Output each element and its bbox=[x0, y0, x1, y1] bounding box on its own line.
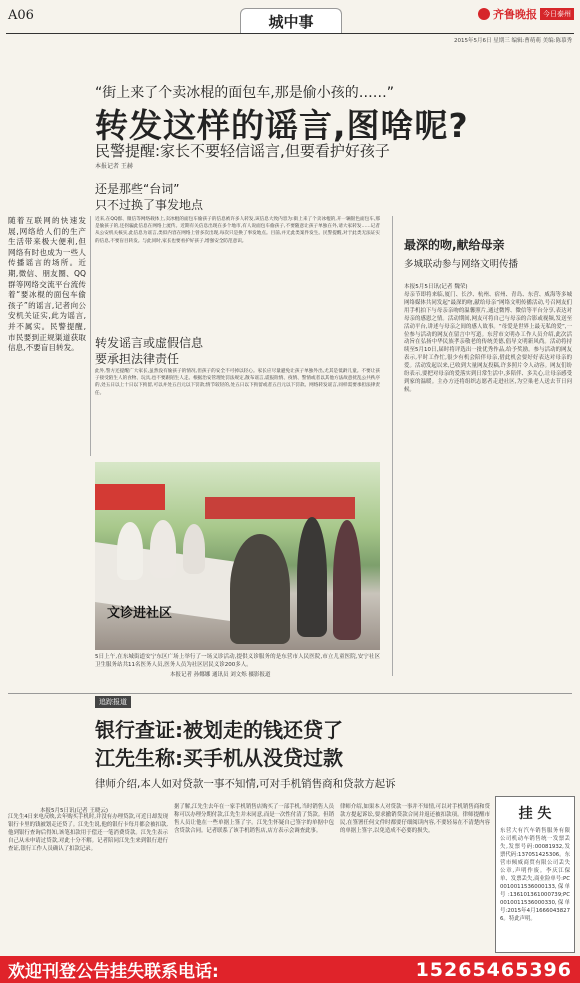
side-intro: 随着互联网的快速发展,网络给人们的生产生活带来极大便利,但网络有时也成为一些人传播谣言的场所。近期,微信、朋友圈、QQ群等网络交流平台流传着“要冰棍的面包车偷孩子”的谣言,记者向公安机关证实,此为谣言,并不属实。民警提醒,市民要到正规渠道获取信息,不要盲目转发。 bbox=[8, 216, 86, 353]
footer-slogan: 欢迎刊登公告挂失联系电话: bbox=[8, 962, 219, 982]
page-number: A06 bbox=[8, 8, 34, 23]
photo-person bbox=[117, 522, 143, 580]
subsection-title-1a: 还是那些“台词” bbox=[95, 182, 180, 196]
right-column-rule bbox=[392, 216, 393, 676]
article1-body-a: 近来,在QQ群、微信等网络载体上,卖冰棍的面包车偷孩子的信息被许多人转发,该信息大致内容为:街上来了个卖冰棍的,开一辆银色面包车,那是偷孩子的,还拐骗此信息在网络上流传。近期有关信息出现在多个地市,有人说面包车偷孩子,不要随意让孩子单独在外,请大家转发……记者从公安机关核实,此信息为谣言,类似内容在网络上曾多次出现,每次只是换了事发地点。目前,并无此类案件发生。民警提醒,对于此类无法证实的信息,不要盲目转发。与此同时,家长也要看护好孩子,增强安全防范意识。 bbox=[95, 217, 380, 244]
photo-person bbox=[333, 520, 361, 640]
column-rule bbox=[90, 216, 91, 456]
section-label: 城中事 bbox=[268, 13, 314, 31]
lost-notice-text: 东营大有汽车销售服务有限公司机动车销售统一发票丢失,发票号码:00081932,发票代码:137051425306。东营市倾威商贸有限公司丢失公章,声明作废。李庆江保单、发票丢失,商业险单号:PC0010011536000133,保单号:136101361000739;PC0010011536000330,保单号:2015年4月16660438276。特此声明。 bbox=[500, 828, 570, 922]
article3-headline-1: 银行查证:被划走的钱还贷了 bbox=[95, 718, 343, 742]
header-rule bbox=[6, 33, 574, 34]
article3-byline: 本报5月5日讯(记者 王晓云) bbox=[40, 808, 109, 814]
main-headline: 转发这样的谣言,图啥呢? bbox=[95, 106, 469, 145]
article3-body-col1: 江先生4日来电反映,去年购买手机时,并没有办理贷款,可近日却发现银行卡里的钱被划走还贷了。江先生说,他的银行卡每月都会被扣款,他到银行查询后得知,该笔扣款用于偿还一笔消费贷款。江先生表示自己从未申请过贷款,对此十分不解。记者陪同江先生来到银行进行查证,银行工作人员确认了扣款记录。 bbox=[8, 814, 168, 852]
article1-body-b: 此外,警方还提醒广大家长,虽然没有偷孩子的情况,但孩子的安全不可掉以轻心。家长应尽量避免让孩子单独外出,尤其是低龄儿童。不要让孩子接受陌生人的食物、玩具,也不要跟陌生人走。根据治安管理处罚法规定,散布谣言,谎报险情、疫情、警情或者以其他方法故意扰乱公共秩序的,处五日以上十日以下拘留,可以并处五百元以下罚款;情节较轻的,处五日以下拘留或者五百元以下罚款。网络转发谣言,同样需要承担法律责任。 bbox=[95, 369, 380, 396]
brand-tag: 今日泰州 bbox=[540, 8, 574, 20]
photo-community-clinic bbox=[95, 462, 380, 650]
article2-subhead: 多城联动参与网络文明传播 bbox=[404, 259, 519, 270]
lost-notice-box bbox=[495, 796, 575, 953]
article2-body: 母亲节即将来临,厦门、长沙、杭州、宿州、青岛、东营、威海等多城网络媒体共同发起“最深的吻,献给母亲”网络文明传播活动,号召网友们用手机拍下与母亲亲吻的温馨照片,通过微博、微信等平台分享,表达对母亲的感恩之情。活动期间,网友可将自己与母亲的合影或视频,发送至活动平台,讲述与母亲之间的感人故事。“母爱是世界上最无私的爱”,一位参与活动的网友在留言中写道。东营市文明办工作人员介绍,此次活动旨在弘扬中华民族孝亲敬老的传统美德,倡导文明新风尚。活动将持续至5月10日,届时将评选出一批优秀作品,给予奖励。参与活动的网友表示,平时工作忙,很少有机会陪伴母亲,借此机会要好好表达对母亲的爱。活动发起以来,已收到大量网友投稿,许多照片令人动容。网友们纷纷表示,要把对母亲的爱落实到日常生活中,多陪伴、多关心,让母亲感受到家的温暖。主办方还将组织志愿者走进社区,为空巢老人送去节日问候。 bbox=[404, 292, 572, 393]
subsection-title-2b: 要承担法律责任 bbox=[95, 352, 180, 366]
byline: 本报记者 王赫 bbox=[95, 163, 133, 170]
article3-subhead: 律师介绍,本人如对贷款一事不知情,可对手机销售商和贷款方起诉 bbox=[95, 778, 396, 790]
photo-person bbox=[230, 534, 290, 644]
article2-byline: 本报5月5日讯(记者 魏荣) bbox=[404, 284, 468, 290]
article2-headline: 最深的吻,献给母亲 bbox=[404, 238, 505, 252]
newspaper-brand bbox=[478, 6, 574, 22]
subsection-title-2a: 转发谣言或虚假信息 bbox=[95, 336, 204, 350]
section-divider bbox=[8, 693, 572, 694]
article3-body-col3: 律师介绍,如果本人对贷款一事并不知情,可以对手机销售商和贷款方提起诉讼,要求撤销贷款合同并返还被扣款项。律师提醒市民,在签署任何文件时都要仔细阅读内容,不要轻易在不清楚内容的单据上签字,以免造成不必要的损失。 bbox=[340, 804, 490, 834]
newspaper-logo-icon bbox=[478, 8, 490, 20]
subsection-title-1b: 只不过换了事发地点 bbox=[95, 198, 204, 212]
kicker: “街上来了个卖冰棍的面包车,那是偷小孩的……” bbox=[95, 85, 394, 101]
photo-banner bbox=[95, 484, 165, 510]
photo-caption: 5日上午,在东城街道安宁东区广场上举行了一场义诊活动,提供义诊服务的是东营市人民医院,市立儿童医院,安宁社区卫生服务站共11名医务人员,医务人员为社区居民义诊200多人。 bbox=[95, 654, 380, 668]
photo-person bbox=[150, 520, 176, 578]
footer-ad-bar bbox=[0, 956, 580, 983]
photo-person bbox=[297, 517, 327, 637]
issue-meta: 2015年5月6日 星期三 编辑:曹萌萌 美编:陈慕秀 bbox=[454, 38, 572, 44]
footer-phone: 15265465396 bbox=[415, 958, 572, 981]
article3-tag: 追踪报道 bbox=[95, 696, 131, 708]
article3-body-col2: 据了解,江先生去年在一家手机销售店购买了一部手机,当时销售人员称可以办理分期付款,江先生并未同意,而是一次性付清了货款。但销售人员让他在一些单据上签了字。江先生怀疑自己签字的单据中包含贷款合同。记者联系了该手机销售店,店方表示会调查此事。 bbox=[174, 804, 334, 834]
section-title bbox=[240, 8, 342, 34]
photo-credit: 本报记者 孙娜娜 通讯员 刘文烁 摄影报道 bbox=[170, 672, 271, 678]
main-subhead: 民警提醒:家长不要轻信谣言,但要看护好孩子 bbox=[95, 142, 390, 160]
photo-person bbox=[183, 524, 205, 574]
brand-name: 齐鲁晚报 bbox=[493, 8, 537, 21]
lost-notice-title: 挂 失 bbox=[518, 806, 552, 822]
photo-banner-2 bbox=[205, 497, 355, 519]
photo-label: 文诊进社区 bbox=[107, 606, 173, 621]
article3-headline-2: 江先生称:买手机从没贷过款 bbox=[95, 746, 343, 770]
